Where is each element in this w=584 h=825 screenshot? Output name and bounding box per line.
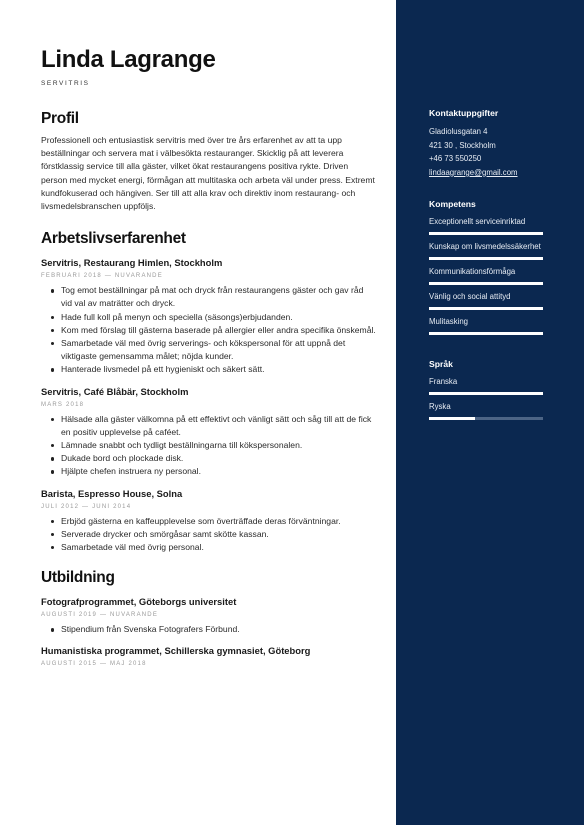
language-level-fill [429, 392, 543, 395]
skill-label: Vänlig och social attityd [429, 292, 511, 302]
education-title: Fotografprogrammet, Göteborgs universitet [41, 596, 237, 608]
resume-sidebar [396, 0, 584, 825]
skill-level-bar [429, 332, 543, 335]
bullet-item: Tog emot beställningar på mat och dryck från restaurangens gäster och gav råd vid val av maträtter och dryck. [51, 284, 376, 310]
skill-level-fill [429, 257, 543, 260]
bullet-item: Samarbetade väl med övrig personal. [51, 541, 376, 554]
skill-level-fill [429, 332, 543, 335]
language-level-bar [429, 392, 543, 395]
contact-details [429, 125, 584, 179]
job-title: Barista, Espresso House, Solna [41, 487, 183, 499]
bullet-item: Hälsade alla gäster välkomna på ett effektivt och vänligt sätt och såg till att de fick en positiv upplevelse på caféet. [51, 413, 376, 439]
phone-number: +46 73 550250 [429, 154, 482, 164]
language-label: Franska [429, 377, 458, 387]
contact-heading: Kontaktuppgifter [429, 108, 499, 118]
skill-item [429, 292, 584, 310]
experience-heading: Arbetslivserfarenhet [41, 230, 186, 248]
skill-label: Mulitasking [429, 317, 468, 327]
bullet-item: Kom med förslag till gästerna baserade på allergier eller andra specifika önskemål. [51, 324, 376, 337]
language-item [429, 377, 584, 395]
bullet-item: Dukade bord och plockade disk. [51, 452, 376, 465]
job-title: Servitris, Café Blåbär, Stockholm [41, 385, 189, 397]
bullet-item: Stipendium från Svenska Fotografers Förbund. [51, 623, 376, 636]
education-date: AUGUSTI 2015 — MAJ 2018 [41, 661, 147, 668]
job-bullets [41, 284, 376, 376]
bullet-item: Samarbetade väl med övrig serverings- och kökspersonal för att uppnå det viktigaste gemensamma målet; nöjda kunder. [51, 337, 376, 363]
skill-item [429, 267, 584, 285]
job-entry [41, 257, 376, 376]
job-entry [41, 386, 376, 479]
language-label: Ryska [429, 402, 451, 412]
job-bullets [41, 413, 376, 479]
skill-level-bar [429, 232, 543, 235]
profile-heading: Profil [41, 110, 79, 127]
skill-label: Exceptionellt serviceinriktad [429, 217, 526, 227]
languages-heading: Språk [429, 359, 453, 370]
skill-level-fill [429, 307, 543, 310]
bullet-item: Serverade drycker och smörgåsar samt skötte kassan. [51, 528, 376, 541]
job-date: JULI 2012 — JUNI 2014 [41, 503, 132, 510]
education-entry [41, 596, 376, 636]
email-link[interactable]: lindaagrange@gmail.com [429, 167, 518, 177]
bullet-item: Hjälpte chefen instruera ny personal. [51, 465, 376, 478]
language-item [429, 402, 584, 420]
skills-heading: Kompetens [429, 199, 476, 210]
skill-level-bar [429, 307, 543, 310]
skill-label: Kommunikationsförmåga [429, 267, 516, 277]
skill-item [429, 317, 584, 335]
skill-level-fill [429, 282, 543, 285]
education-heading: Utbildning [41, 569, 115, 587]
job-date: MARS 2018 [41, 401, 85, 408]
skill-item [429, 217, 584, 235]
bullet-item: Hade full koll på menyn och speciella (säsongs)erbjudanden. [51, 311, 376, 324]
skill-level-bar [429, 282, 543, 285]
bullet-item: Erbjöd gästerna en kaffeupplevelse som överträffade deras förväntningar. [51, 515, 376, 528]
candidate-role: SERVITRIS [41, 80, 90, 87]
job-date: FEBRUARI 2018 — NUVARANDE [41, 273, 163, 280]
skill-label: Kunskap om livsmedelssäkerhet [429, 242, 541, 252]
education-title: Humanistiska programmet, Schillerska gymnasiet, Göteborg [41, 645, 311, 657]
education-date: AUGUSTI 2019 — NUVARANDE [41, 612, 159, 619]
bullet-item: Hanterade livsmedel på ett hygieniskt och säkert sätt. [51, 363, 376, 376]
education-entry [41, 645, 376, 668]
skill-level-fill [429, 232, 543, 235]
bullet-item: Lämnade snabbt och tydligt beställningarna till kökspersonalen. [51, 439, 376, 452]
skill-level-bar [429, 257, 543, 260]
job-title: Servitris, Restaurang Himlen, Stockholm [41, 257, 223, 269]
candidate-name: Linda Lagrange [41, 46, 216, 73]
education-bullets [41, 623, 376, 636]
address-line-1: Gladiolusgatan 4 [429, 127, 488, 136]
job-entry [41, 488, 376, 555]
address-line-2: 421 30 , Stockholm [429, 140, 496, 150]
language-level-bar [429, 417, 543, 420]
job-bullets [41, 515, 376, 555]
language-level-fill [429, 417, 475, 420]
profile-text: Professionell och entusiastisk servitris med över tre års erfarenhet av att ta upp beställningar och servera mat i välbesökta restauranger. Skicklig på att leverera förstklassig service till alla gäster, vilket ökat restaurangens positiva rykte. Driven person med mycket energi, förmågan att multitaska och arbeta väl under press. Extremt kundfokuserad och hängiven. Ser till att alla krav och direktiv inom restaurang- och livsmedelsbranschen uppföljs. [41, 135, 375, 212]
skill-item [429, 242, 584, 260]
